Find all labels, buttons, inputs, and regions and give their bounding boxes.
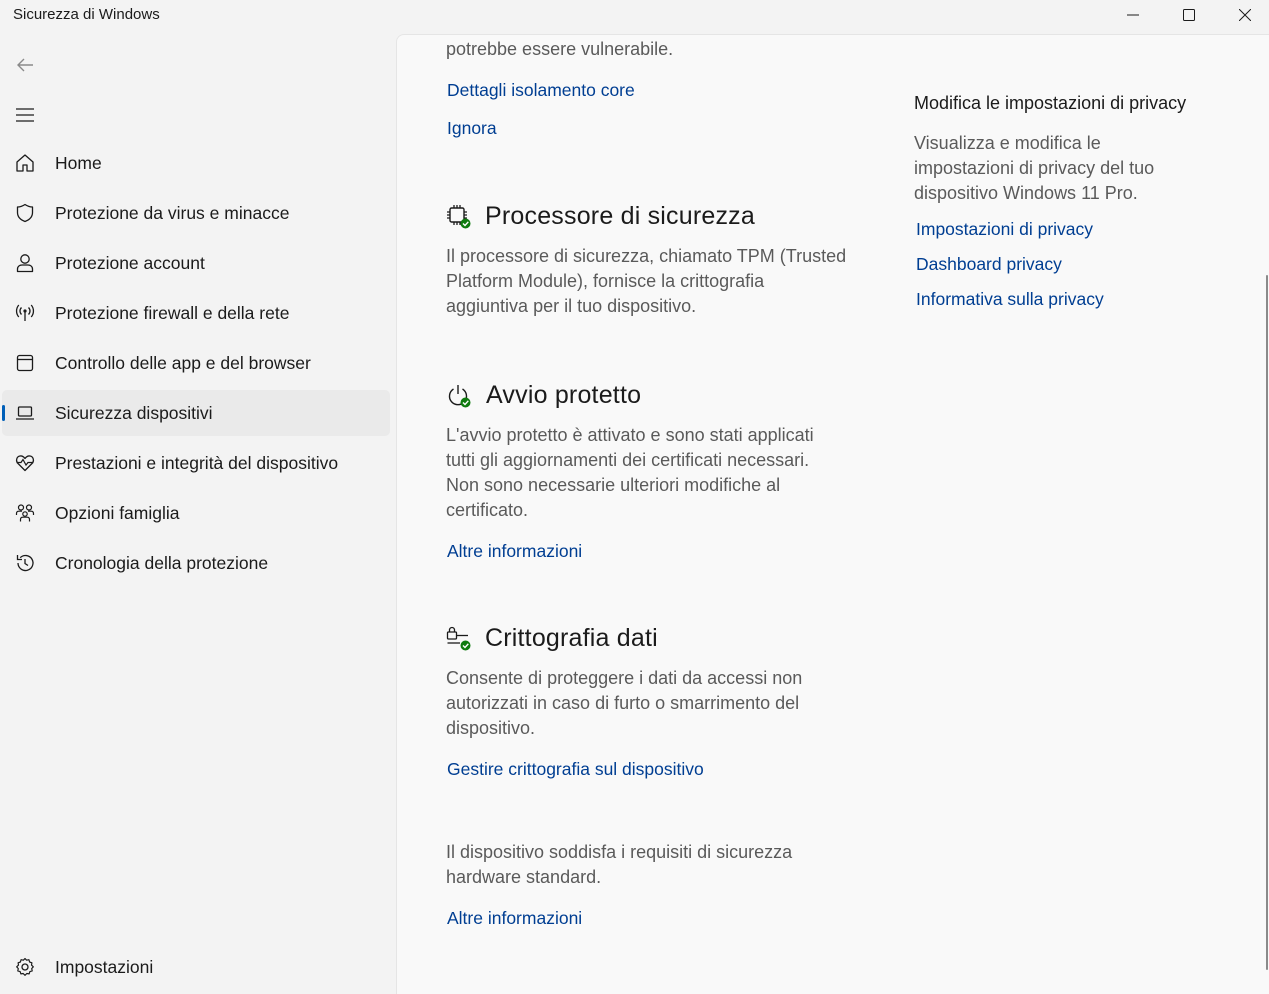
sidebar-item-firewall[interactable] [2,290,390,336]
description-line: L'avvio protetto è attivato e sono stati applicati [446,425,814,445]
close-button[interactable] [1217,0,1269,30]
sidebar-item-account-protection[interactable] [2,240,390,286]
maximize-icon [1183,9,1195,21]
sidebar-item-label: Controllo delle app e del browser [55,352,311,373]
sidebar-item-family-options[interactable] [2,490,390,536]
sidebar-item-label: Protezione firewall e della rete [55,302,290,323]
close-icon [1239,9,1251,21]
description-line: certificato. [446,500,529,520]
hamburger-menu-icon [15,107,35,123]
core-isolation-text: potrebbe essere vulnerabile. [446,39,674,59]
description-line: impostazioni di privacy del tuo [914,158,1155,178]
privacy-settings-link[interactable]: Impostazioni di privacy [916,219,1094,239]
heart-pulse-icon [15,453,35,473]
home-icon [15,153,35,173]
description-line: autorizzati in caso di furto o smarrimento del [446,693,800,713]
power-icon [446,383,472,409]
antenna-icon [15,303,35,323]
sidebar-item-label: Sicurezza dispositivi [55,402,213,423]
laptop-icon [15,403,35,423]
security-processor-description [446,244,846,319]
privacy-description [914,131,1154,206]
sidebar-item-label: Home [55,152,102,173]
sidebar-item-device-performance[interactable] [2,440,390,486]
secure-boot-title: Avvio protetto [486,381,642,409]
sidebar-item-virus-protection[interactable] [2,190,390,236]
privacy-statement-link[interactable]: Informativa sulla privacy [916,289,1104,309]
sidebar-item-settings[interactable] [2,944,390,990]
back-arrow-icon [16,57,34,73]
description-line: hardware standard. [446,867,602,887]
hardware-requirements-text [446,840,792,890]
description-line: Platform Module), fornisce la crittografia [446,271,765,291]
core-isolation-details-link[interactable]: Dettagli isolamento core [447,80,635,100]
ignore-link[interactable]: Ignora [447,118,497,138]
minimize-button[interactable] [1105,0,1161,30]
sidebar-item-label: Protezione da virus e minacce [55,202,290,223]
description-line: dispositivo Windows 11 Pro. [914,183,1138,203]
description-line: Il dispositivo soddisfa i requisiti di sicurezza [446,842,793,862]
person-icon [15,253,35,273]
encryption-icon [446,626,472,652]
app-title: Sicurezza di Windows [13,6,160,23]
sidebar-item-app-browser-control[interactable] [2,340,390,386]
sidebar-item-home[interactable] [2,140,390,186]
sidebar-item-label: Cronologia della protezione [55,552,269,573]
description-line: aggiuntiva per il tuo dispositivo. [446,296,697,316]
description-line: dispositivo. [446,718,536,738]
maximize-button[interactable] [1161,0,1217,30]
manage-encryption-link[interactable]: Gestire crittografia sul dispositivo [447,759,704,779]
sidebar-item-label: Protezione account [55,252,205,273]
requirements-more-info-link[interactable]: Altre informazioni [447,908,583,928]
sidebar-item-label: Opzioni famiglia [55,502,180,523]
title-bar [0,0,1269,34]
history-icon [15,553,35,573]
menu-button[interactable] [10,100,40,130]
data-encryption-title: Crittografia dati [485,624,658,652]
privacy-title: Modifica le impostazioni di privacy [914,93,1187,113]
back-button[interactable] [10,50,40,80]
minimize-icon [1127,9,1139,21]
description-line: Consente di proteggere i dati da accessi non [446,668,803,688]
app-window-icon [15,353,35,373]
description-line: tutti gli aggiornamenti dei certificati necessari. [446,450,810,470]
sidebar-item-device-security[interactable] [2,390,390,436]
shield-icon [15,203,35,223]
data-encryption-description [446,666,802,741]
sidebar-item-label: Prestazioni e integrità del dispositivo [55,452,339,473]
secure-boot-description [446,423,814,523]
sidebar-item-label: Impostazioni [55,956,154,977]
nav-list [0,140,396,590]
sidebar-item-protection-history[interactable] [2,540,390,586]
gear-icon [15,957,35,977]
privacy-dashboard-link[interactable]: Dashboard privacy [916,254,1062,274]
scrollbar-thumb[interactable] [1266,275,1268,970]
description-line: Visualizza e modifica le [914,133,1101,153]
security-processor-title: Processore di sicurezza [485,202,755,230]
secure-boot-more-info-link[interactable]: Altre informazioni [447,541,583,561]
main-content [396,34,1269,994]
description-line: Il processore di sicurezza, chiamato TPM (Trusted [446,246,847,266]
security-processor-icon [446,204,472,230]
family-icon [15,503,35,523]
description-line: Non sono necessarie ulteriori modifiche al [446,475,781,495]
sidebar [0,34,396,994]
